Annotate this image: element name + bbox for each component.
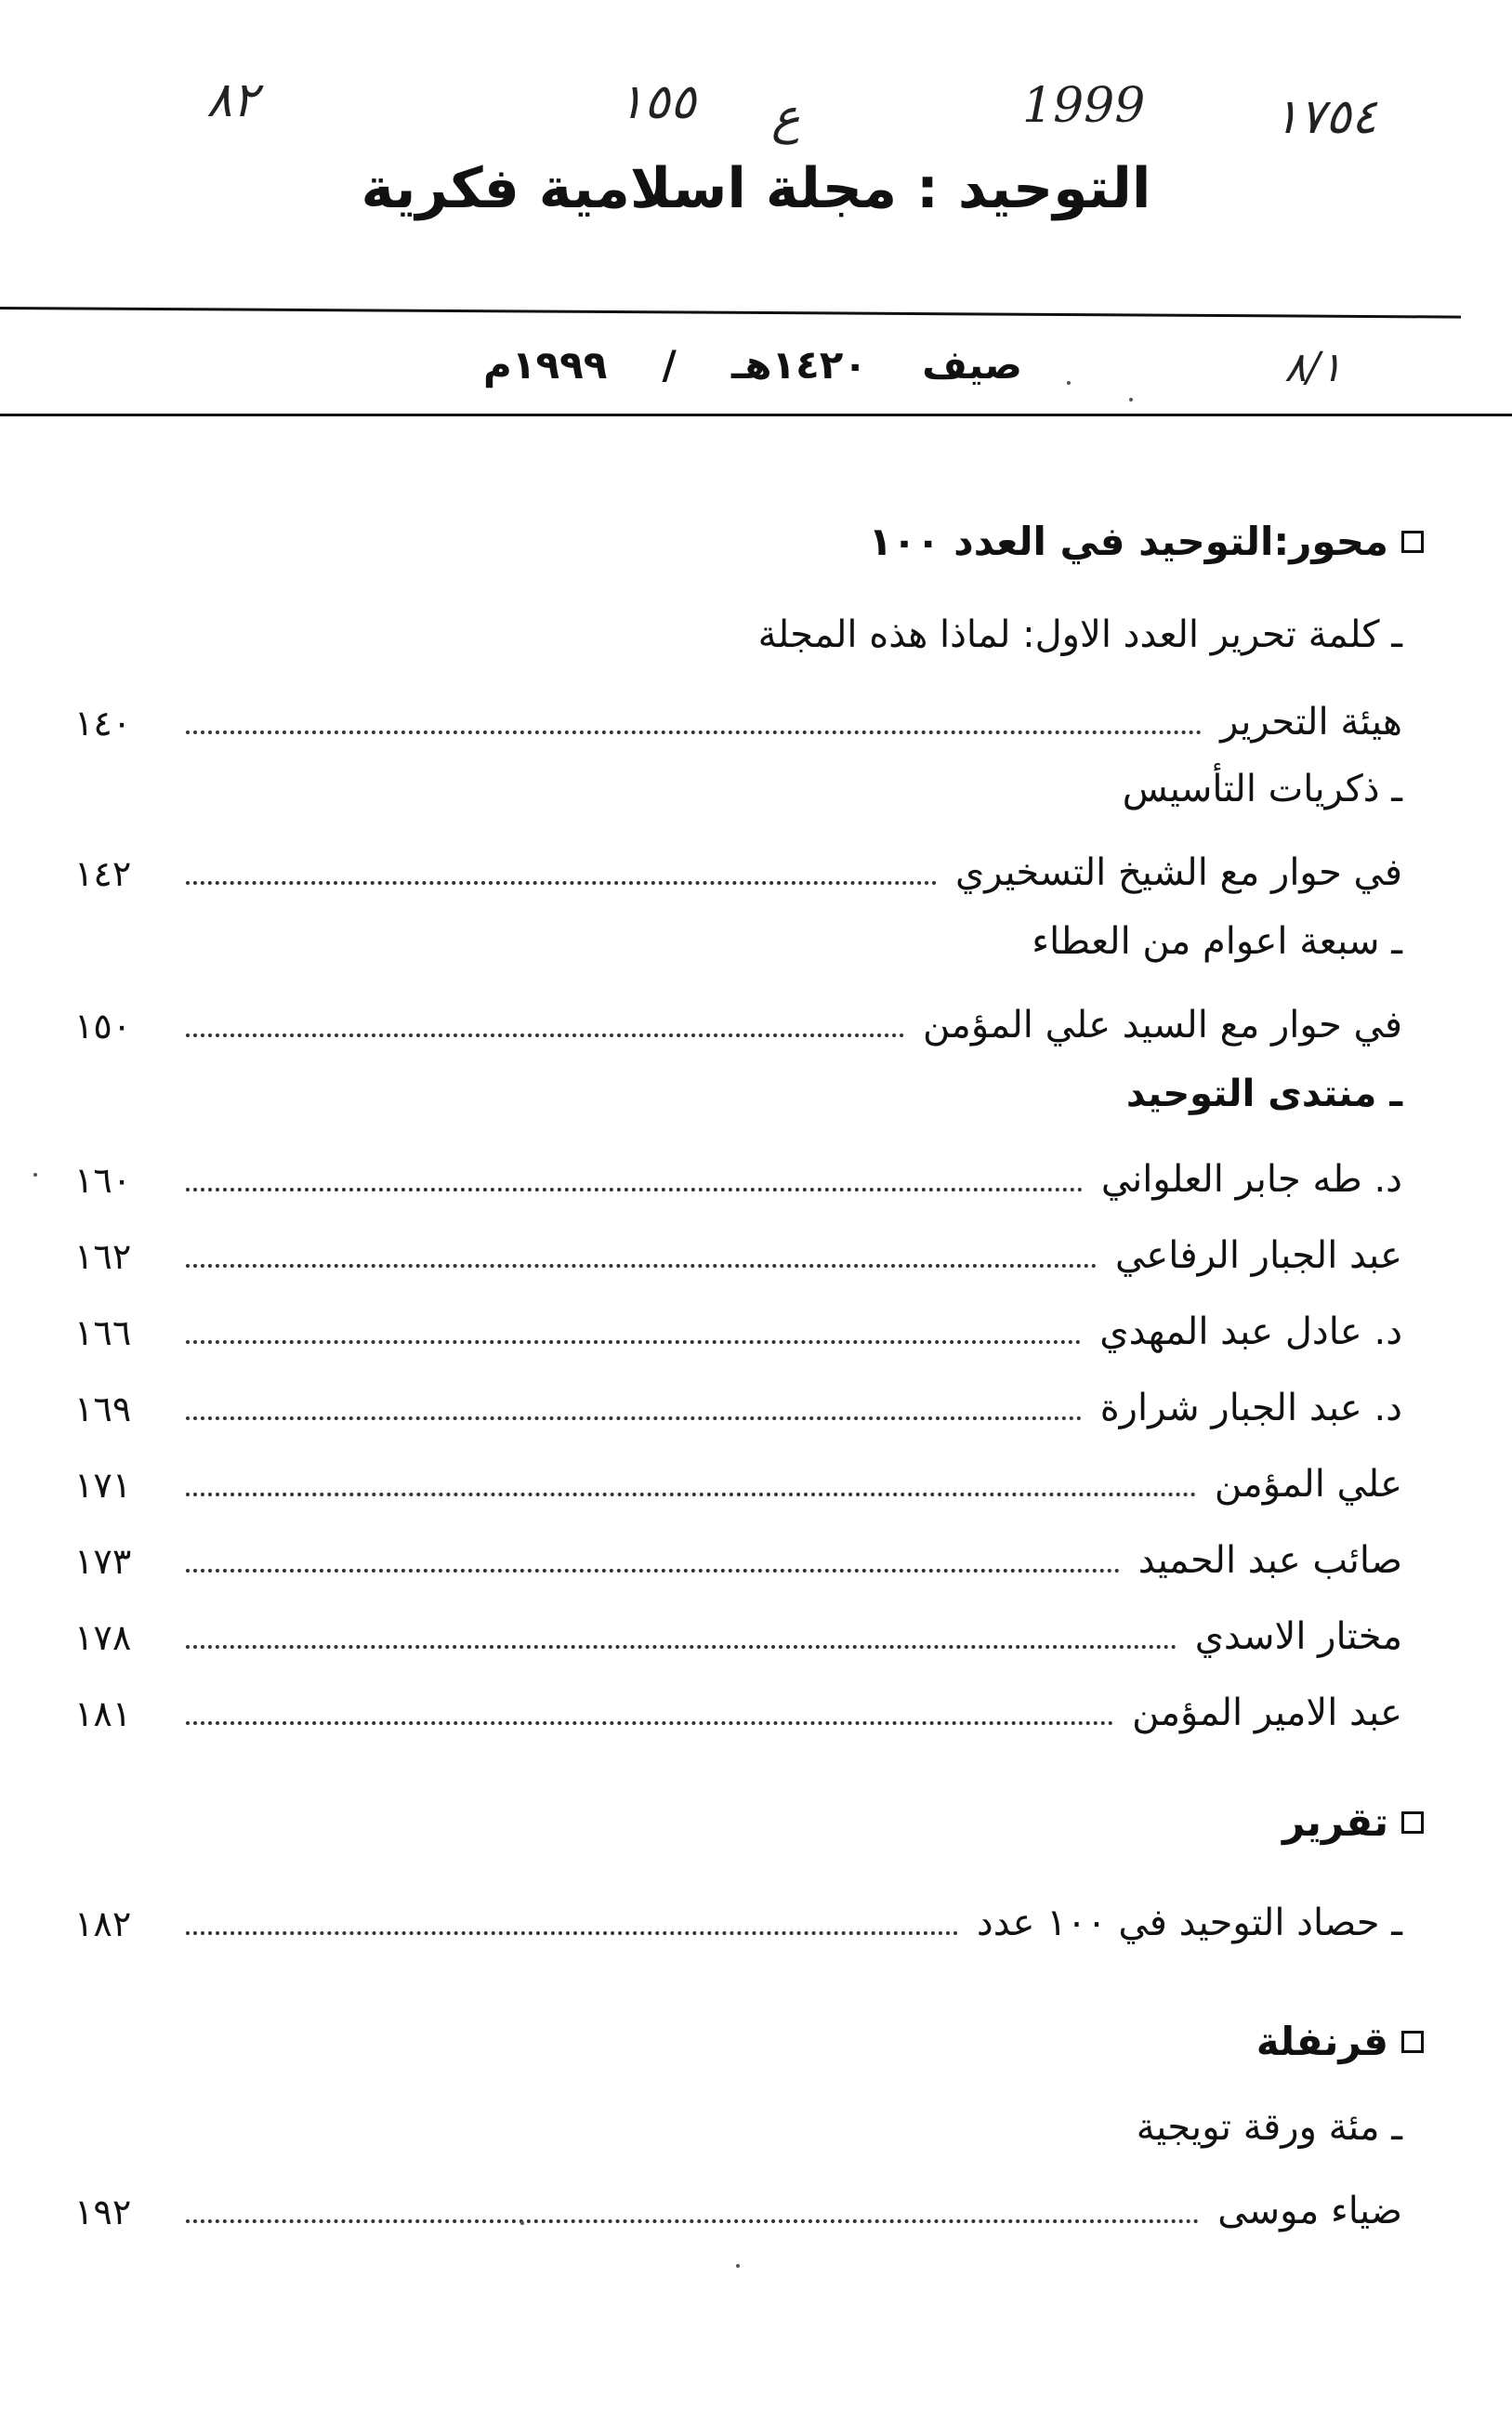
toc-entry xyxy=(74,1526,1402,1582)
dot-leader xyxy=(186,1263,1097,1268)
toc-entry-title: د. طه جابر العلواني xyxy=(1100,1158,1402,1201)
checkbox-square-icon xyxy=(1401,2031,1424,2053)
handwritten-note-3: ع xyxy=(771,89,801,145)
dot-leader xyxy=(186,1187,1083,1191)
toc-entry xyxy=(74,838,1402,894)
scan-speck xyxy=(1129,398,1133,402)
toc-entry-title: عبد الجبار الرفاعي xyxy=(1115,1234,1402,1277)
section-heading-text: تقرير xyxy=(1282,1799,1388,1845)
handwritten-note-1: ٨٢ xyxy=(206,72,258,128)
dot-leader xyxy=(186,2218,1199,2223)
toc-entry xyxy=(74,2177,1402,2232)
top-rule xyxy=(0,307,1461,319)
toc-entry xyxy=(74,1374,1402,1429)
dot-leader xyxy=(186,1644,1177,1649)
dot-leader xyxy=(186,1720,1113,1725)
dot-leader xyxy=(186,880,937,885)
dot-leader xyxy=(186,1339,1081,1344)
toc-entry-title: علي المؤمن xyxy=(1214,1463,1402,1506)
toc-entry-page: ١٧٨ xyxy=(74,1617,132,1658)
handwritten-note-2: ١٥٥ xyxy=(618,74,696,130)
page-title: التوحيد : مجلة اسلامية فكرية xyxy=(361,156,1151,221)
toc-entry-title: عبد الامير المؤمن xyxy=(1132,1692,1402,1734)
toc-subheading: ـ ذكريات التأسيس xyxy=(1122,768,1402,810)
toc-entry-page: ١٨١ xyxy=(74,1693,132,1734)
toc-subheading: ـ مئة ورقة تويجية xyxy=(1136,2106,1402,2149)
dot-leader xyxy=(186,730,1202,734)
toc-entry-title: في حوار مع السيد علي المؤمن xyxy=(922,1004,1402,1047)
toc-entry xyxy=(74,1678,1402,1734)
toc-entry-title: د. عبد الجبار شرارة xyxy=(1099,1387,1402,1429)
toc-entry xyxy=(74,1145,1402,1201)
toc-subheading: ـ سبعة اعوام من العطاء xyxy=(1032,920,1402,963)
dot-leader xyxy=(186,1930,958,1935)
toc-entry-page: ١٦٢ xyxy=(74,1236,132,1277)
toc-entry xyxy=(74,1221,1402,1277)
toc-entry-title: في حوار مع الشيخ التسخيري xyxy=(954,851,1402,894)
toc-entry-title: مختار الاسدي xyxy=(1194,1615,1402,1658)
toc-entry-page: ١٥٠ xyxy=(74,1006,132,1047)
issue-separator: / xyxy=(662,342,677,388)
toc-entry xyxy=(74,1889,1402,1944)
toc-subheading: ـ منتدى التوحيد xyxy=(1125,1073,1402,1115)
section-heading-text: قرنفلة xyxy=(1256,2019,1388,2064)
toc-entry xyxy=(74,688,1402,744)
issue-line xyxy=(483,342,1022,388)
checkbox-square-icon xyxy=(1401,531,1424,553)
toc-entry xyxy=(74,991,1402,1047)
toc-entry xyxy=(74,1450,1402,1506)
toc-entry-title: هيئة التحرير xyxy=(1220,701,1402,744)
toc-entry-title: ـ حصاد التوحيد في ١٠٠ عدد xyxy=(976,1902,1402,1944)
dot-leader xyxy=(186,1415,1082,1420)
dot-leader xyxy=(186,1033,904,1037)
section-heading-text: محور:التوحيد في العدد ١٠٠ xyxy=(868,519,1388,564)
section-heading xyxy=(869,519,1424,564)
scan-speck xyxy=(520,2221,524,2225)
toc-entry xyxy=(74,1602,1402,1658)
toc-entry-page: ١٨٢ xyxy=(74,1903,132,1944)
section-heading xyxy=(1256,2019,1424,2064)
toc-entry-page: ١٩٢ xyxy=(74,2192,132,2232)
handwritten-note-6: ٨/١ xyxy=(1284,344,1343,391)
dot-leader xyxy=(186,1492,1196,1496)
toc-entry-title: د. عادل عبد المهدي xyxy=(1099,1310,1402,1353)
handwritten-note-4: 1999 xyxy=(1022,78,1146,134)
toc-entry-page: ١٤٢ xyxy=(74,853,132,894)
scan-speck xyxy=(1067,381,1071,385)
issue-hijri: ١٤٢٠هـ xyxy=(731,342,868,388)
scan-speck xyxy=(736,2264,740,2268)
bottom-rule xyxy=(0,414,1512,416)
toc-entry-title: صائب عبد الحميد xyxy=(1137,1539,1402,1582)
issue-season: صيف xyxy=(922,342,1022,388)
handwritten-note-5: ١٧٥٤ xyxy=(1273,89,1377,145)
section-heading xyxy=(1282,1799,1424,1845)
scan-speck xyxy=(33,1173,37,1177)
dot-leader xyxy=(186,1568,1120,1573)
toc-entry xyxy=(74,1297,1402,1353)
toc-entry-page: ١٧٣ xyxy=(74,1541,132,1582)
toc-entry-page: ١٦٩ xyxy=(74,1389,132,1429)
issue-gregorian: ١٩٩٩م xyxy=(483,342,608,388)
toc-entry-page: ١٤٠ xyxy=(74,703,132,744)
toc-subheading: ـ كلمة تحرير العدد الاول: لماذا هذه المجلة xyxy=(757,613,1402,656)
toc-entry-page: ١٧١ xyxy=(74,1465,132,1506)
toc-entry-page: ١٦٠ xyxy=(74,1160,132,1201)
checkbox-square-icon xyxy=(1401,1811,1424,1834)
toc-entry-page: ١٦٦ xyxy=(74,1312,132,1353)
toc-entry-title: ضياء موسى xyxy=(1217,2190,1402,2232)
